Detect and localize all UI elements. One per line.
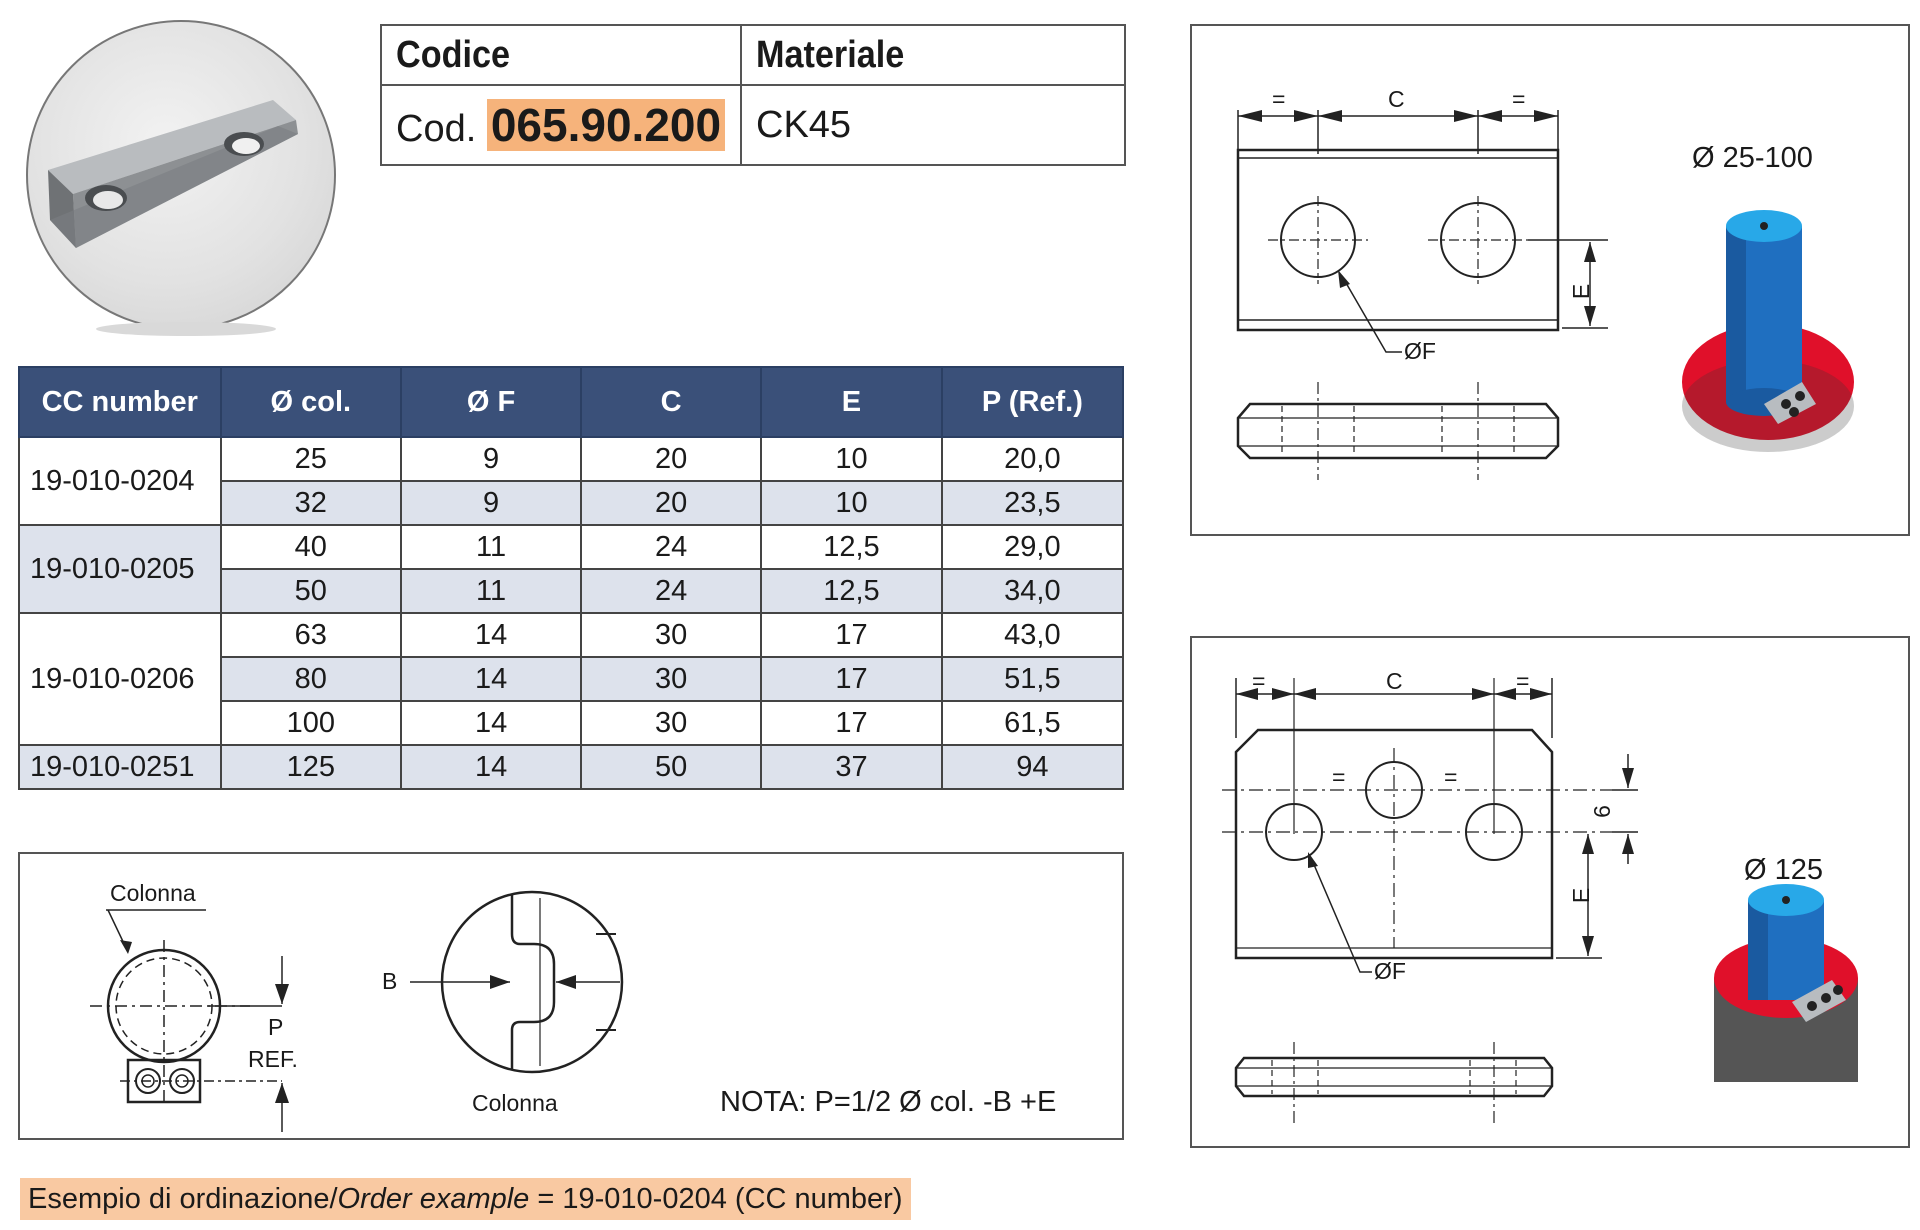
material-header-cell [741,25,1125,85]
order-prefix: Esempio di ordinazione/ [28,1183,338,1215]
code-header: Codice [396,34,511,76]
c-cell: 30 [581,657,761,701]
f-cell: 9 [401,437,581,481]
p-cell: 43,0 [942,613,1123,657]
plate-drawing-top [1192,26,1908,534]
e-cell: 10 [761,437,942,481]
bottom-c-label: C [1386,668,1403,694]
col-cell: 80 [221,657,402,701]
header-cc-number: CC number [19,367,221,437]
c-cell: 20 [581,481,761,525]
col-cell: 25 [221,437,402,481]
c-cell: 24 [581,569,761,613]
f-cell: 14 [401,701,581,745]
ref-label: REF. [248,1046,298,1072]
c-cell: 24 [581,525,761,569]
col-cell: 50 [221,569,402,613]
c-cell: 30 [581,701,761,745]
dims-header-row [19,367,1123,437]
colonna-top-label: Colonna [110,880,196,906]
f-cell: 11 [401,569,581,613]
cc-number-cell: 19-010-0251 [19,745,221,789]
colonna-bottom-label: Colonna [472,1090,558,1116]
col-cell: 125 [221,745,402,789]
f-cell: 14 [401,613,581,657]
photo-shadow [96,322,276,336]
e-cell: 37 [761,745,942,789]
plate-image [28,22,334,328]
material-header: Materiale [756,34,905,76]
bottom-eq-inner-left: = [1332,764,1346,790]
p-cell: 61,5 [942,701,1123,745]
bottom-six-label: 6 [1588,805,1615,818]
b-label: B [382,968,398,994]
drawing-bottom-panel [1190,636,1910,1148]
cc-number-cell: 19-010-0205 [19,525,221,613]
order-italic: Order example [337,1183,530,1215]
top-eq-left: = [1272,86,1286,112]
bottom-eq-inner-right: = [1444,764,1458,790]
e-cell: 17 [761,657,942,701]
c-cell: 20 [581,437,761,481]
top-f-label: ØF [1404,338,1436,364]
e-cell: 17 [761,613,942,657]
code-header-cell [381,25,741,85]
bottom-range-label: Ø 125 [1744,854,1823,886]
p-cell: 94 [942,745,1123,789]
material-value: CK45 [756,103,852,146]
cod-prefix: Cod. [396,108,477,150]
header-c: C [581,367,761,437]
material-value-cell [741,85,1125,165]
header-e: E [761,367,942,437]
header-f: Ø F [401,367,581,437]
col-cell: 32 [221,481,402,525]
detail-box [18,852,1124,1140]
formula-note: NOTA: P=1/2 Ø col. -B +E [720,1086,1057,1118]
cod-number: 065.90.200 [487,99,725,151]
col-cell: 100 [221,701,402,745]
c-cell: 30 [581,613,761,657]
e-cell: 10 [761,481,942,525]
col-cell: 40 [221,525,402,569]
f-cell: 14 [401,745,581,789]
code-table [380,24,1126,166]
order-example [20,1178,911,1220]
cc-number-cell: 19-010-0204 [19,437,221,525]
f-cell: 9 [401,481,581,525]
p-label: P [268,1014,284,1040]
bottom-f-label: ØF [1374,958,1406,984]
f-cell: 14 [401,657,581,701]
e-cell: 12,5 [761,569,942,613]
top-eq-right: = [1512,86,1526,112]
p-cell: 20,0 [942,437,1123,481]
table-row [19,525,1123,569]
order-suffix: = 19-010-0204 (CC number) [529,1183,903,1215]
table-row [19,437,1123,481]
e-cell: 12,5 [761,525,942,569]
bottom-eq-left: = [1252,668,1266,694]
p-cell: 29,0 [942,525,1123,569]
drawing-top-panel [1190,24,1910,536]
bottom-eq-right: = [1516,668,1530,694]
top-e-label: E [1568,283,1595,300]
top-range-label: Ø 25-100 [1692,142,1813,174]
c-cell: 50 [581,745,761,789]
plate-drawing-bottom [1192,638,1908,1146]
p-cell: 51,5 [942,657,1123,701]
top-c-label: C [1388,86,1405,112]
f-cell: 11 [401,525,581,569]
product-photo [26,20,336,330]
header-col: Ø col. [221,367,402,437]
bottom-e-label: E [1568,887,1595,904]
dimensions-table [18,366,1124,790]
col-cell: 63 [221,613,402,657]
p-cell: 34,0 [942,569,1123,613]
p-cell: 23,5 [942,481,1123,525]
table-row [19,613,1123,657]
cc-number-cell: 19-010-0206 [19,613,221,745]
table-row [19,745,1123,789]
e-cell: 17 [761,701,942,745]
code-value-cell [381,85,741,165]
header-p-ref: P (Ref.) [942,367,1123,437]
